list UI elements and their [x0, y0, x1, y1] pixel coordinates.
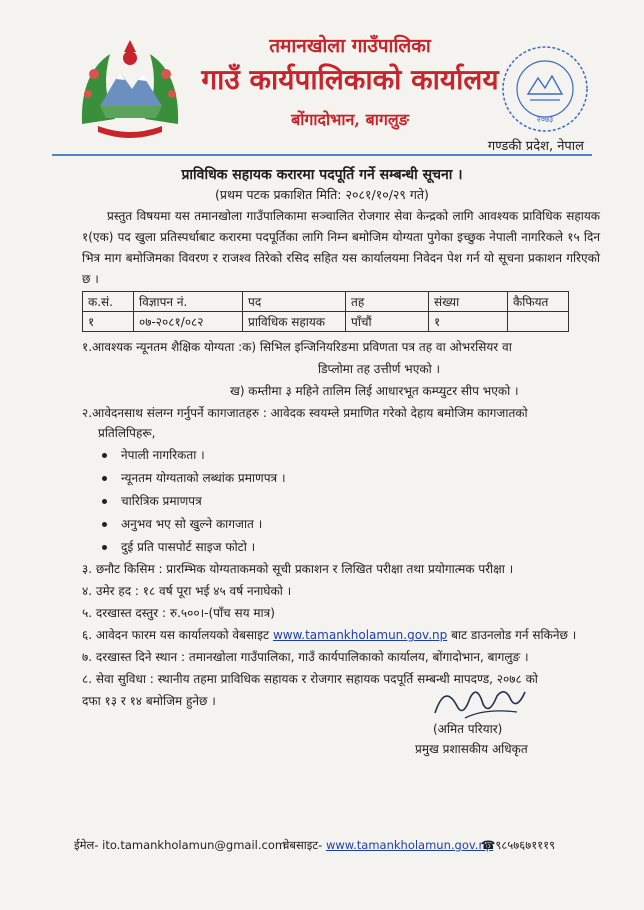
col-remarks: कैफियत — [508, 292, 569, 312]
header-divider — [52, 154, 592, 156]
notice-paragraph: प्रस्तुत विषयमा यस तमानखोला गाउँपालिकामा सञ्चालित रोजगार सेवा केन्द्रको लागि आवश्यक प्राविधिक सहायक १(एक) पद खुला प्रतिस्पर्धाबाट करारमा पदपूर्तिका लागि निम्न बमोजिम योग्यता पुगेका इच्छुक नेपाली नागरिकले १५ दिन भित्र माग बमोजिमका विवरण र राजश्व तिरेको रसिद सहित यस कार्यालयमा निवेदन पेश गर्न यो सूचना प्रकाशन गरिएको छ । — [82, 209, 600, 286]
requirement-1b: ख) कम्तीमा ३ महिने तालिम लिई आधारभूत कम्प्युटर सीप भएको । — [230, 384, 519, 398]
email-link[interactable]: ito.tamankholamun@gmail.com — [102, 838, 287, 852]
list-item: नेपाली नागरिकता । — [102, 446, 205, 463]
bullet-icon — [102, 476, 107, 481]
footer-website-link[interactable]: www.tamankholamun.gov.np — [325, 838, 494, 852]
cell-level: पाँचौं — [346, 312, 429, 332]
requirement-1-cont: डिप्लोमा तह उत्तीर्ण भएको । — [318, 362, 441, 376]
cell-count: १ — [429, 312, 508, 332]
office-name: गाउँ कार्यपालिकाको कार्यालय — [201, 63, 499, 96]
notice-title: प्राविधिक सहायक करारमा पदपूर्ति गर्ने सम्बन्धी सूचना । — [181, 167, 463, 183]
list-item: न्यूनतम योग्यताको लब्धांक प्रमाणपत्र । — [102, 469, 286, 486]
requirement-8: ८. सेवा सुविधा : स्थानीय तहमा प्राविधिक सहायक र रोजगार सहायक पदपूर्ति सम्बन्धी मापदण्ड, २०७८ को — [82, 672, 538, 686]
table-row — [83, 312, 569, 332]
requirement-4: ४. उमेर हद : १८ वर्ष पूरा भई ४५ वर्ष ननाघेको । — [82, 584, 292, 598]
website-link[interactable]: www.tamankholamun.gov.np — [272, 628, 448, 642]
municipality-seal-icon — [500, 44, 590, 134]
bullet-icon — [102, 499, 107, 504]
bullet-icon — [102, 522, 107, 527]
col-post: पद — [243, 292, 346, 312]
requirement-2-cont: प्रतिलिपिहरू, — [98, 426, 156, 440]
requirement-7: ७. दरखास्त दिने स्थान : तमानखोला गाउँपालिका, गाउँ कार्यपालिकाको कार्यालय, बोंगादोभान, बागलुङ । — [82, 650, 529, 664]
table-header-row — [83, 292, 569, 312]
col-level: तह — [346, 292, 429, 312]
nepal-emblem-icon — [70, 34, 190, 144]
cell-remarks — [508, 312, 569, 332]
cell-ad-number: ०७-२०८१/०८२ — [134, 312, 243, 332]
office-address: बोंगादोभान, बागलुङ — [291, 110, 409, 129]
footer-website: वेबसाइट- www.tamankholamun.gov.np — [283, 838, 494, 852]
requirement-1: १.आवश्यक न्यूनतम शैक्षिक योग्यता :क) सिभिल इन्जिनियरिङमा प्रविणता पत्र तह वा ओभरसियर वा — [82, 340, 512, 354]
signatory-designation: प्रमुख प्रशासकीय अधिकृत — [415, 742, 528, 756]
list-item: अनुभव भए सो खुल्ने कागजात । — [102, 515, 262, 532]
requirement-8-cont: दफा १३ र १४ बमोजिम हुनेछ । — [82, 694, 216, 708]
municipality-name: तमानखोला गाउँपालिका — [269, 35, 431, 57]
requirement-3: ३. छनौट किसिम : प्रारम्भिक योग्यताकमको सूची प्रकाशन र लिखित परीक्षा तथा प्रयोगात्मक परीक्षा । — [82, 562, 514, 576]
bullet-icon — [102, 545, 107, 550]
requirement-2: २.आवेदनसाथ संलग्न गर्नुपर्ने कागजातहरु : आवेदक स्वयम्ले प्रमाणित गरेको देहाय बमोजिम कागजातको — [82, 406, 528, 420]
col-serial: क.सं. — [83, 292, 134, 312]
vacancy-table — [82, 291, 569, 332]
requirement-5: ५. दरखास्त दस्तुर : रु.५००।-(पाँच सय मात्र) — [82, 606, 275, 620]
requirement-6: ६. आवेदन फारम यस कार्यालयको वेबसाइट www.tamankholamun.gov.np बाट डाउनलोड गर्न सकिनेछ । — [82, 628, 577, 642]
footer-email: ईमेल- ito.tamankholamun@gmail.com — [74, 838, 287, 852]
seal-year: २०७३ — [536, 115, 554, 124]
list-item: चारित्रिक प्रमाणपत्र — [102, 492, 202, 509]
col-ad-number: विज्ञापन नं. — [134, 292, 243, 312]
footer-phone: ☎९८५७६७१११९ — [481, 838, 556, 852]
bullet-icon — [102, 453, 107, 458]
cell-serial: १ — [83, 312, 134, 332]
province-label: गण्डकी प्रदेश, नेपाल — [487, 139, 584, 154]
publish-date: (प्रथम पटक प्रकाशित मिति: २०८१/१०/२९ गते) — [215, 187, 429, 202]
list-item: दुई प्रति पासपोर्ट साइज फोटो । — [102, 538, 255, 555]
signatory-name: (अमित परियार) — [433, 722, 503, 736]
cell-post: प्राविधिक सहायक — [243, 312, 346, 332]
col-count: संख्या — [429, 292, 508, 312]
